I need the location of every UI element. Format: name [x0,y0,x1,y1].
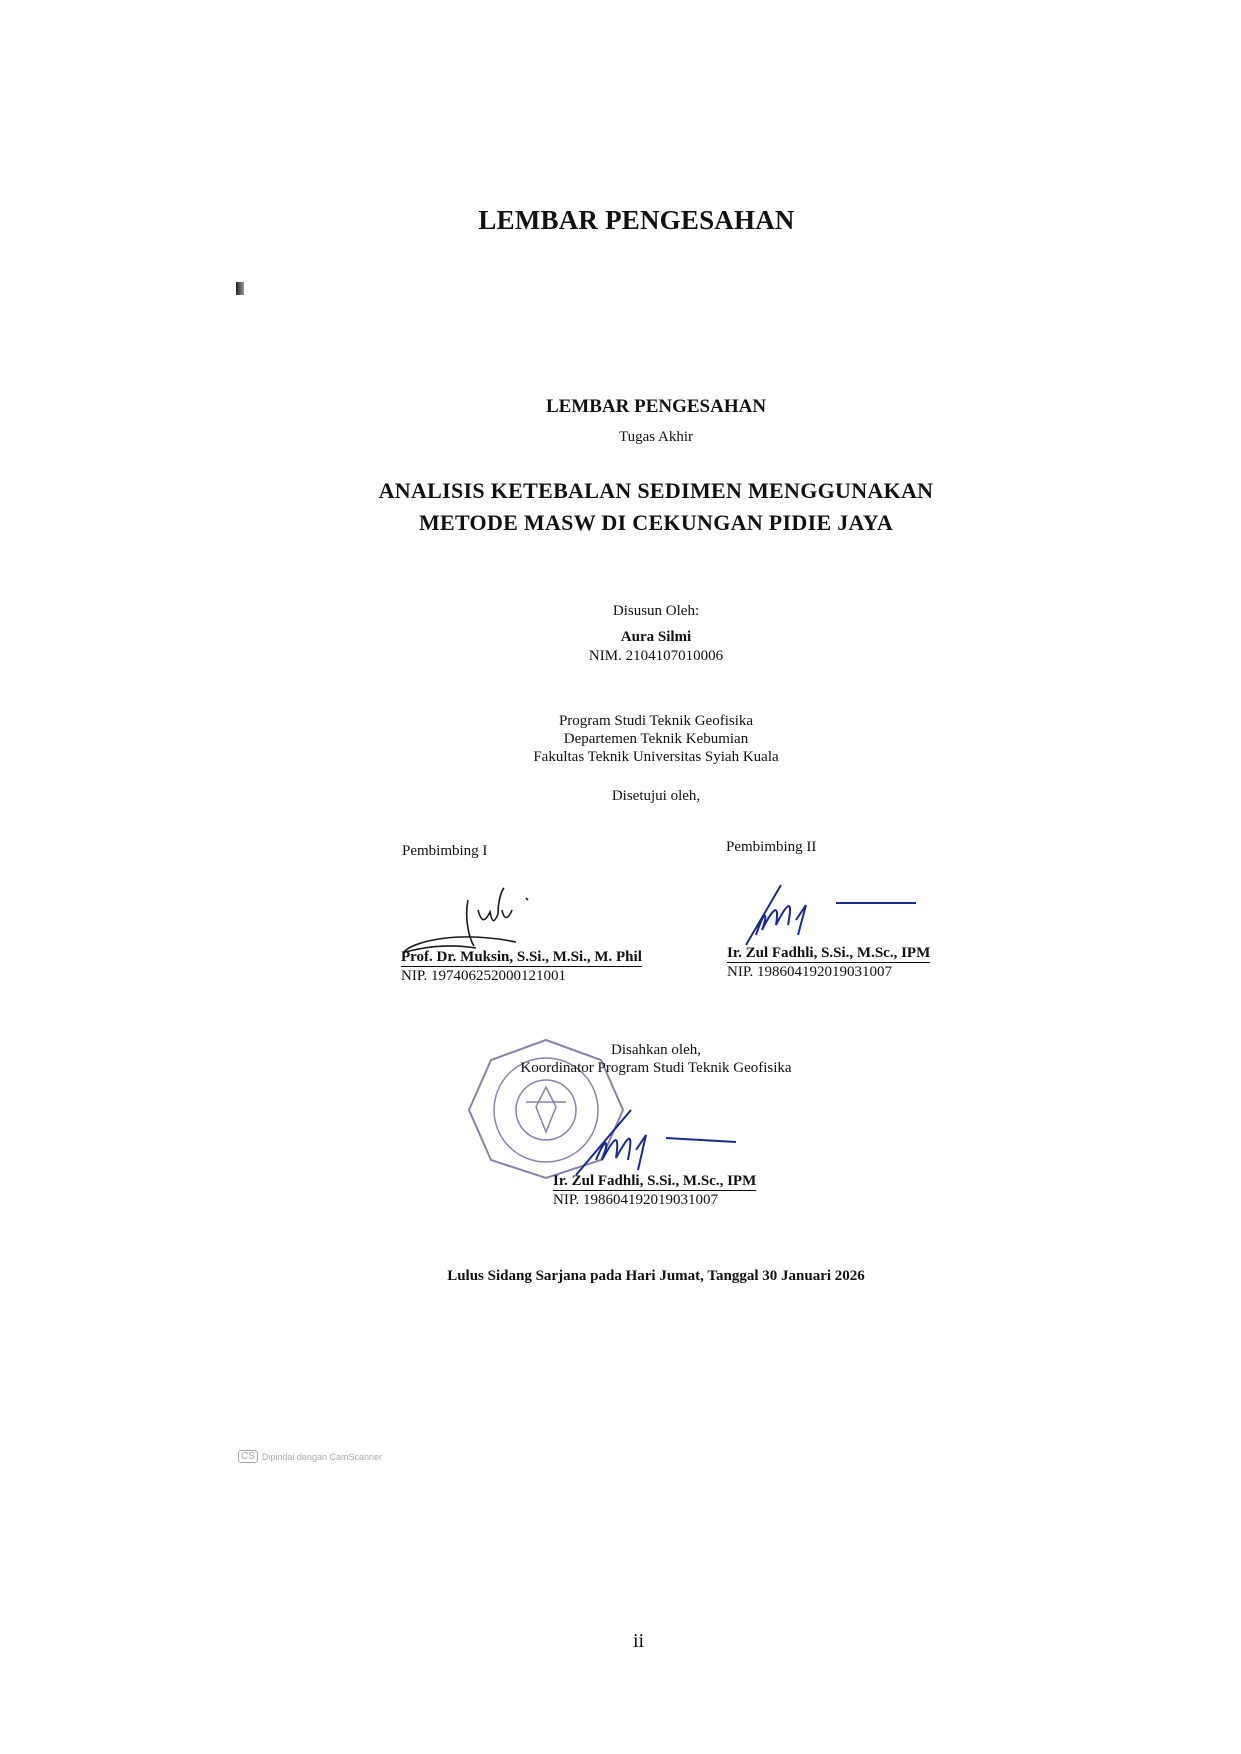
camscanner-watermark [238,1450,382,1463]
camscanner-logo: CS [238,1450,258,1463]
supervisor1-name: Prof. Dr. Muksin, S.Si., M.Si., M. Phil [401,949,642,965]
coordinator-block [553,1172,756,1209]
camscanner-text: Dipindai dengan CamScanner [261,1451,382,1462]
coordinator-name: Ir. Zul Fadhli, S.Si., M.Sc., IPM [553,1173,757,1189]
ratified-by-label: Disahkan oleh, [611,1042,701,1058]
page-title: LEMBAR PENGESAHAN [478,205,795,235]
coordinator-signature [536,1090,796,1180]
scan-title: LEMBAR PENGESAHAN [545,396,767,417]
compiled-by-label: Disusun Oleh: [612,603,700,619]
department-name: Departemen Teknik Kebumian [563,731,749,747]
supervisor2-nip: NIP. 198604192019031007 [727,964,893,980]
author-nim: NIM. 2104107010006 [588,648,724,664]
supervisor1-nip: NIP. 197406252000121001 [401,968,567,984]
supervisor2-signature [706,875,946,955]
author-name: Aura Silmi [620,629,692,645]
scan-subtitle: Tugas Akhir [618,429,694,445]
page-number: ii [632,1630,645,1652]
supervisor2-block [727,944,930,981]
supervisor1-block [401,948,642,985]
scan-edge-mark [236,282,244,295]
supervisor1-label: Pembimbing I [402,843,488,859]
thesis-title-line2: METODE MASW DI CEKUNGAN PIDIE JAYA [418,510,894,535]
thesis-title-line1: ANALISIS KETEBALAN SEDIMEN MENGGUNAKAN [378,478,934,503]
faculty-name: Fakultas Teknik Universitas Syiah Kuala [533,749,779,765]
coordinator-nip: NIP. 198604192019031007 [553,1192,719,1208]
supervisor2-name: Ir. Zul Fadhli, S.Si., M.Sc., IPM [727,945,931,961]
program-name: Program Studi Teknik Geofisika [558,713,754,729]
scanned-approval-sheet [236,320,1076,1450]
supervisor2-label: Pembimbing II [726,839,817,855]
coordinator-label: Koordinator Program Studi Teknik Geofisika [520,1060,792,1076]
graduation-note: Lulus Sidang Sarjana pada Hari Jumat, Tanggal 30 Januari 2026 [447,1268,865,1284]
approved-by-label: Disetujui oleh, [611,788,701,804]
